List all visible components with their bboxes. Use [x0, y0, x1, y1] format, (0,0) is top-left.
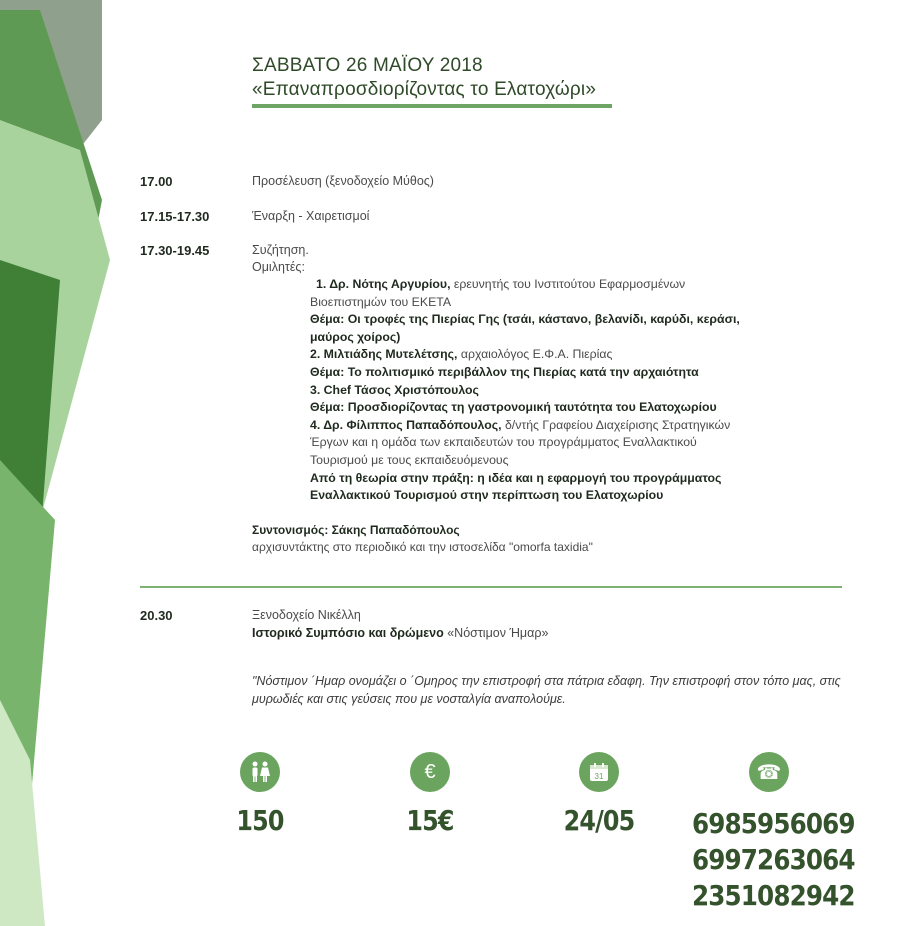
- speaker-1-name: 1. Δρ. Νότης Αργυρίου,: [316, 277, 451, 291]
- evening-event-name: «Νόστιμον Ήμαρ»: [443, 626, 549, 640]
- time-2: 17.15-17.30: [140, 209, 210, 224]
- coordination: [252, 522, 593, 556]
- speaker-1-role-cont: Βιοεπιστημών του ΕΚΕΤΑ: [310, 294, 452, 309]
- evening-event: [252, 626, 548, 640]
- stat-people: [205, 752, 315, 837]
- stat-date: [544, 752, 654, 837]
- speaker-4-role-cont2: Τουρισμού με τους εκπαιδευόμενους: [310, 452, 509, 467]
- evening-time: 20.30: [140, 608, 173, 623]
- schedule-text-1: Προσέλευση (ξενοδοχείο Μύθος): [252, 174, 434, 188]
- date-heading: ΣΑΒΒΑΤΟ 26 ΜΑΪΟΥ 2018: [252, 55, 483, 76]
- time-3: 17.30-19.45: [140, 243, 210, 258]
- speaker-1-topic-cont: μαύρος χοίρος): [310, 329, 401, 344]
- stat-phone: [714, 752, 824, 792]
- title-underline: [252, 104, 612, 108]
- speaker-2-topic: Θέμα: Το πολιτισμικό περιβάλλον της Πιερίας κατά την αρχαιότητα: [310, 364, 699, 379]
- euro-icon: €: [410, 752, 450, 792]
- speaker-4-topic: Από τη θεωρία στην πράξη: η ιδέα και η εφαρμογή του προγράμματος: [310, 470, 722, 485]
- speaker-2-role: αρχαιολόγος Ε.Φ.Α. Πιερίας: [457, 347, 613, 362]
- quote-text: "Νόστιμον ΄Ημαρ ονομάζει ο ΄Ομηρος την επιστροφή στα πάτρια εδαφη. Την επιστροφή στον τόπο μας, στις μυρωδιές και στις γεύσεις που με νοσταλγία αναπολούμε.: [252, 674, 841, 706]
- speaker-4-role-cont: Έργων και η ομάδα των εκπαιδευτών του προγράμματος Εναλλακτικού: [310, 435, 697, 450]
- time-1: 17.00: [140, 174, 173, 189]
- stat-price: [375, 752, 485, 837]
- speakers-list: [310, 276, 840, 505]
- stat-price-value: 15€: [406, 804, 454, 837]
- schedule-text-3: Συζήτηση.: [252, 243, 309, 257]
- evening-venue: Ξενοδοχείο Νικέλλη: [252, 608, 361, 622]
- page-title: [252, 54, 596, 102]
- decorative-green-shards: [0, 0, 130, 926]
- schedule-text-2: Έναρξη - Χαιρετισμοί: [252, 209, 370, 223]
- phone-icon: ☎: [749, 752, 789, 792]
- speaker-2-name: 2. Μιλτιάδης Μυτελέτσης,: [310, 347, 458, 362]
- people-icon: [240, 752, 280, 792]
- stat-date-value: 24/05: [563, 804, 635, 837]
- coordinator-desc: αρχισυντάκτης στο περιοδικό και την ιστοσελίδα "omorfa taxidia": [252, 540, 593, 554]
- speaker-4-topic-cont: Εναλλακτικού Τουρισμού στην περίπτωση του Ελατοχωρίου: [310, 488, 664, 503]
- speaker-4-role: δ/ντής Γραφείου Διαχείρισης Στρατηγικών: [501, 417, 731, 432]
- phone-1: 6985956069: [692, 807, 855, 840]
- speaker-1-role: ερευνητής του Ινστιτούτου Εφαρμοσμένων: [450, 277, 686, 291]
- speaker-3-topic: Θέμα: Προσδιορίζοντας τη γαστρονομική ταυτότητα του Ελατοχωρίου: [310, 400, 717, 415]
- calendar-day-number: 31: [594, 772, 604, 781]
- section-divider: [140, 586, 842, 588]
- speaker-3-name: 3. Chef Τάσος Χριστόπουλος: [310, 382, 479, 397]
- evening-event-title: Ιστορικό Συμπόσιο και δρώμενο: [252, 626, 444, 640]
- phone-3: 2351082942: [692, 879, 855, 912]
- speaker-1-topic: Θέμα: Οι τροφές της Πιερίας Γης (τσάι, κάστανο, βελανίδι, καρύδι, κεράσι,: [310, 312, 740, 327]
- speaker-4-name: 4. Δρ. Φίλιππος Παπαδόπουλος,: [310, 417, 502, 432]
- event-subtitle: «Επαναπροσδιορίζοντας το Ελατοχώρι»: [252, 79, 597, 100]
- phone-2: 6997263064: [692, 843, 855, 876]
- calendar-icon: [579, 752, 619, 792]
- phone-numbers: [692, 806, 855, 914]
- stat-people-value: 150: [236, 804, 284, 837]
- coordinator-label: Συντονισμός: Σάκης Παπαδόπουλος: [252, 523, 460, 537]
- speakers-label: Ομιλητές:: [252, 260, 305, 274]
